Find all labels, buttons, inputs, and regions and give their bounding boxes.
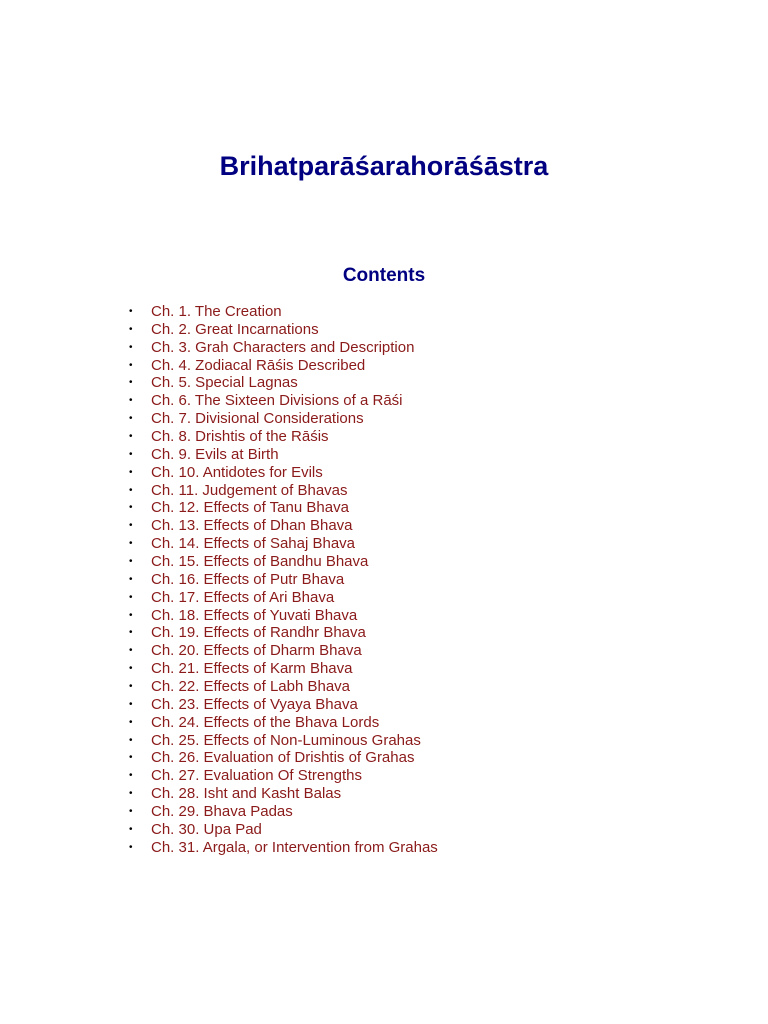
toc-item: [129, 428, 438, 446]
toc-link-chapter-26[interactable]: Ch. 26. Evaluation of Drishtis of Grahas: [151, 749, 415, 767]
toc-link-chapter-21[interactable]: Ch. 21. Effects of Karm Bhava: [151, 660, 353, 678]
toc-link-chapter-23[interactable]: Ch. 23. Effects of Vyaya Bhava: [151, 695, 358, 713]
bullet-icon: •: [129, 573, 133, 585]
toc-link-chapter-11[interactable]: Ch. 11. Judgement of Bhavas: [151, 481, 348, 499]
toc-item: [129, 678, 438, 696]
toc-link-chapter-19[interactable]: Ch. 19. Effects of Randhr Bhava: [151, 624, 366, 642]
toc-link-chapter-16[interactable]: Ch. 16. Effects of Putr Bhava: [151, 570, 345, 588]
bullet-icon: •: [129, 395, 133, 407]
toc-link-chapter-4[interactable]: Ch. 4. Zodiacal Rāśis Described: [151, 356, 366, 374]
toc-item: [129, 517, 438, 535]
bullet-icon: •: [129, 556, 133, 568]
toc-item: [129, 731, 438, 750]
bullet-icon: •: [129, 502, 133, 514]
toc-item: [129, 695, 438, 714]
toc-link-chapter-15[interactable]: Ch. 15. Effects of Bandhu Bhava: [151, 553, 369, 571]
toc-item: [129, 303, 438, 321]
contents-heading: Contents: [342, 265, 426, 286]
toc-item: [129, 642, 438, 660]
toc-link-chapter-3[interactable]: Ch. 3. Grah Characters and Description: [151, 338, 415, 356]
toc-item: [129, 392, 438, 410]
bullet-icon: •: [129, 627, 133, 639]
toc-link-chapter-14[interactable]: Ch. 14. Effects of Sahaj Bhava: [151, 535, 356, 553]
toc-item: [129, 481, 438, 500]
toc-link-chapter-25[interactable]: Ch. 25. Effects of Non-Luminous Grahas: [151, 731, 421, 749]
bullet-icon: •: [129, 681, 133, 693]
bullet-icon: •: [129, 377, 133, 389]
toc-item: [129, 803, 438, 821]
bullet-icon: •: [129, 538, 133, 550]
toc-link-chapter-18[interactable]: Ch. 18. Effects of Yuvati Bhava: [151, 606, 358, 624]
toc-item: [129, 624, 438, 642]
toc-item: [129, 499, 438, 517]
toc-item: [129, 553, 438, 571]
bullet-icon: •: [129, 752, 133, 764]
toc-link-chapter-27[interactable]: Ch. 27. Evaluation Of Strengths: [151, 767, 362, 785]
toc-item: [129, 838, 438, 857]
bullet-icon: •: [129, 609, 133, 621]
toc-item: [129, 660, 438, 678]
toc-item: [129, 535, 438, 553]
toc-item: [129, 820, 438, 839]
toc-link-chapter-24[interactable]: Ch. 24. Effects of the Bhava Lords: [151, 713, 380, 731]
bullet-icon: •: [129, 448, 133, 460]
toc-link-chapter-7[interactable]: Ch. 7. Divisional Considerations: [151, 410, 364, 428]
toc-link-chapter-9[interactable]: Ch. 9. Evils at Birth: [151, 445, 279, 463]
bullet-icon: •: [129, 645, 133, 657]
toc-item: [129, 767, 438, 785]
toc-item: [129, 410, 438, 428]
toc-item: [129, 588, 438, 607]
bullet-icon: •: [129, 806, 133, 818]
bullet-icon: •: [129, 841, 133, 853]
bullet-icon: •: [129, 413, 133, 425]
toc-link-chapter-2[interactable]: Ch. 2. Great Incarnations: [151, 320, 319, 338]
bullet-icon: •: [129, 306, 133, 317]
bullet-icon: •: [129, 466, 133, 478]
toc-link-chapter-6[interactable]: Ch. 6. The Sixteen Divisions of a Rāśi: [151, 392, 403, 410]
toc-item: [129, 445, 438, 464]
bullet-icon: •: [129, 591, 133, 603]
toc-link-chapter-20[interactable]: Ch. 20. Effects of Dharm Bhava: [151, 642, 362, 660]
bullet-icon: •: [129, 698, 133, 710]
bullet-icon: •: [129, 484, 133, 496]
toc-item: [129, 356, 438, 375]
toc-link-chapter-31[interactable]: Ch. 31. Argala, or Intervention from Grahas: [151, 838, 438, 856]
table-of-contents: [129, 303, 438, 857]
document-title: Brihatparāśarahorāśāstra: [219, 151, 549, 181]
bullet-icon: •: [129, 734, 133, 746]
bullet-icon: •: [129, 788, 133, 800]
toc-item: [129, 463, 438, 482]
toc-item: [129, 338, 438, 357]
toc-item: [129, 785, 438, 803]
toc-link-chapter-10[interactable]: Ch. 10. Antidotes for Evils: [151, 463, 323, 481]
toc-link-chapter-30[interactable]: Ch. 30. Upa Pad: [151, 820, 262, 838]
toc-link-chapter-29[interactable]: Ch. 29. Bhava Padas: [151, 803, 293, 821]
bullet-icon: •: [129, 520, 133, 532]
bullet-icon: •: [129, 823, 133, 835]
toc-item: [129, 713, 438, 732]
bullet-icon: •: [129, 770, 133, 782]
toc-item: [129, 320, 438, 339]
toc-item: [129, 374, 438, 392]
bullet-icon: •: [129, 431, 133, 443]
toc-item: [129, 749, 438, 767]
bullet-icon: •: [129, 716, 133, 728]
toc-link-chapter-12[interactable]: Ch. 12. Effects of Tanu Bhava: [151, 499, 349, 517]
bullet-icon: •: [129, 341, 133, 353]
toc-item: [129, 570, 438, 589]
bullet-icon: •: [129, 663, 133, 675]
toc-link-chapter-1[interactable]: Ch. 1. The Creation: [151, 303, 282, 320]
toc-link-chapter-22[interactable]: Ch. 22. Effects of Labh Bhava: [151, 678, 351, 696]
bullet-icon: •: [129, 359, 133, 371]
toc-link-chapter-13[interactable]: Ch. 13. Effects of Dhan Bhava: [151, 517, 353, 535]
toc-link-chapter-5[interactable]: Ch. 5. Special Lagnas: [151, 374, 298, 392]
toc-item: [129, 606, 438, 625]
toc-link-chapter-28[interactable]: Ch. 28. Isht and Kasht Balas: [151, 785, 342, 803]
toc-link-chapter-8[interactable]: Ch. 8. Drishtis of the Rāśis: [151, 428, 329, 446]
toc-link-chapter-17[interactable]: Ch. 17. Effects of Ari Bhava: [151, 588, 335, 606]
bullet-icon: •: [129, 323, 133, 335]
